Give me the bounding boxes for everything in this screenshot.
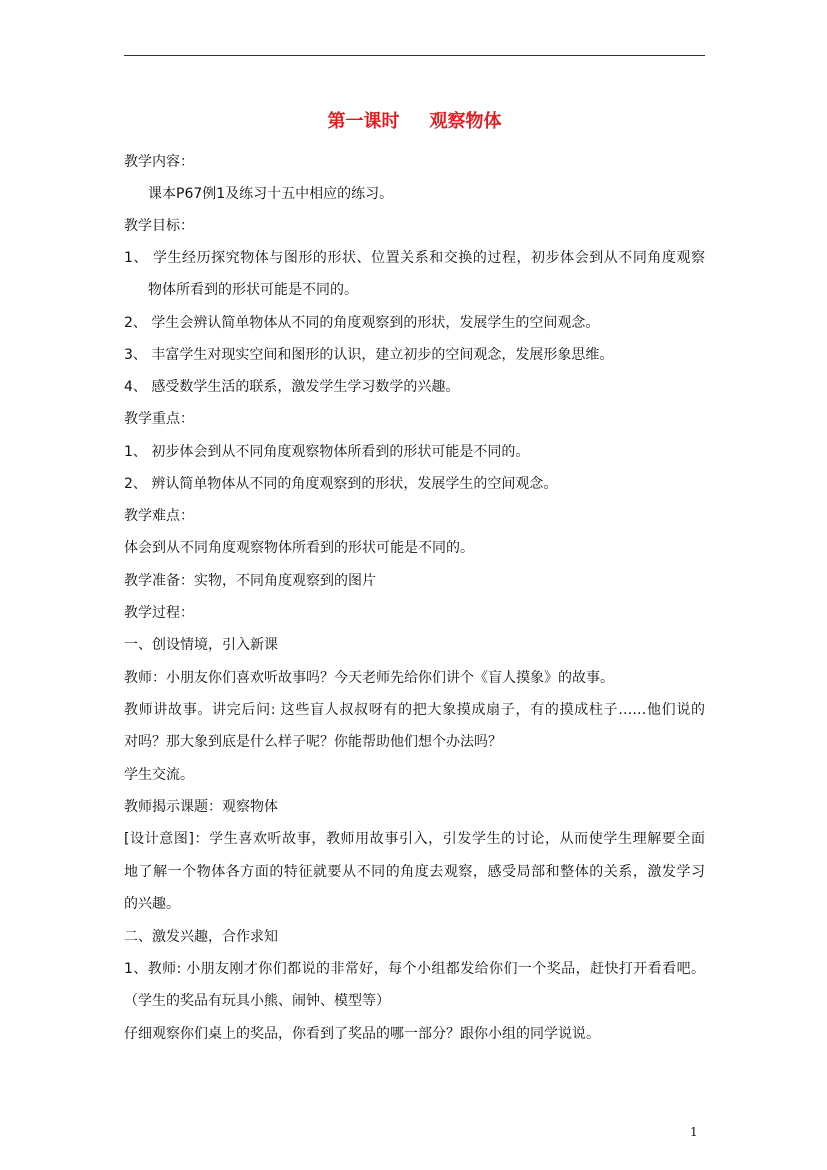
activity-1-note: （学生的奖品有玩具小熊、闹钟、模型等）	[124, 993, 390, 1009]
story-line-2: 对吗？那大象到底是什么样子呢？你能帮助他们想个办法吗？	[124, 734, 502, 750]
objective-1: 1、 学生经历探究物体与图形的形状、位置关系和交换的过程，初步体会到从不同角度观察	[124, 250, 705, 266]
heading-key-points: 教学重点：	[124, 411, 194, 427]
heading-process: 教学过程：	[124, 605, 194, 621]
activity-1: 1、教师: 小朋友刚才你们都说的非常好，每个小组都发给你们一个奖品，赶快打开看看吧。	[124, 961, 705, 977]
header-rule	[124, 55, 705, 56]
page-number: 1	[690, 1125, 698, 1139]
design-intent-2: 地了解一个物体各方面的特征就要从不同的角度去观察，感受局部和整体的关系，激发学习	[124, 864, 705, 880]
key-point-1: 1、 初步体会到从不同角度观察物体所看到的形状可能是不同的。	[124, 444, 530, 460]
difficulty-text: 体会到从不同角度观察物体所看到的形状可能是不同的。	[124, 540, 474, 556]
design-intent-1: [设计意图]：学生喜欢听故事，教师用故事引入，引发学生的讨论，从而使学生理解要全面	[124, 831, 705, 847]
topic-reveal: 教师揭示课题：观察物体	[124, 799, 278, 815]
preparation: 教学准备：实物，不同角度观察到的图片	[124, 573, 376, 589]
story-line-1: 教师讲故事。讲完后问: 这些盲人叔叔呀有的把大象摸成扇子，有的摸成柱子……他们说的	[124, 702, 705, 718]
content-text: 课本P67例1及练习十五中相应的练习。	[148, 186, 394, 202]
activity-1-observe: 仔细观察你们桌上的奖品，你看到了奖品的哪一部分？跟你小组的同学说说。	[124, 1026, 600, 1042]
objective-4: 4、 感受数学生活的联系，激发学生学习数学的兴趣。	[124, 379, 460, 395]
heading-objectives: 教学目标：	[124, 218, 194, 234]
design-intent-3: 的兴趣。	[124, 896, 180, 912]
title-lesson: 第一课时	[327, 111, 400, 132]
page-title	[124, 109, 705, 135]
objective-1-cont: 物体所看到的形状可能是不同的。	[148, 282, 358, 298]
key-point-2: 2、 辨认简单物体从不同的角度观察到的形状，发展学生的空间观念。	[124, 476, 558, 492]
teacher-intro: 教师：小朋友你们喜欢听故事吗？今天老师先给你们讲个《盲人摸象》的故事。	[124, 670, 614, 686]
objective-3: 3、 丰富学生对现实空间和图形的认识，建立初步的空间观念，发展形象思维。	[124, 347, 614, 363]
section-1-heading: 一、创设情境，引入新课	[124, 637, 278, 653]
section-2-heading: 二、激发兴趣，合作求知	[124, 929, 278, 945]
title-topic: 观察物体	[429, 111, 502, 132]
heading-content: 教学内容：	[124, 154, 194, 170]
heading-difficulty: 教学难点：	[124, 508, 194, 524]
students-discuss: 学生交流。	[124, 767, 194, 783]
objective-2: 2、 学生会辨认简单物体从不同的角度观察到的形状，发展学生的空间观念。	[124, 315, 600, 331]
